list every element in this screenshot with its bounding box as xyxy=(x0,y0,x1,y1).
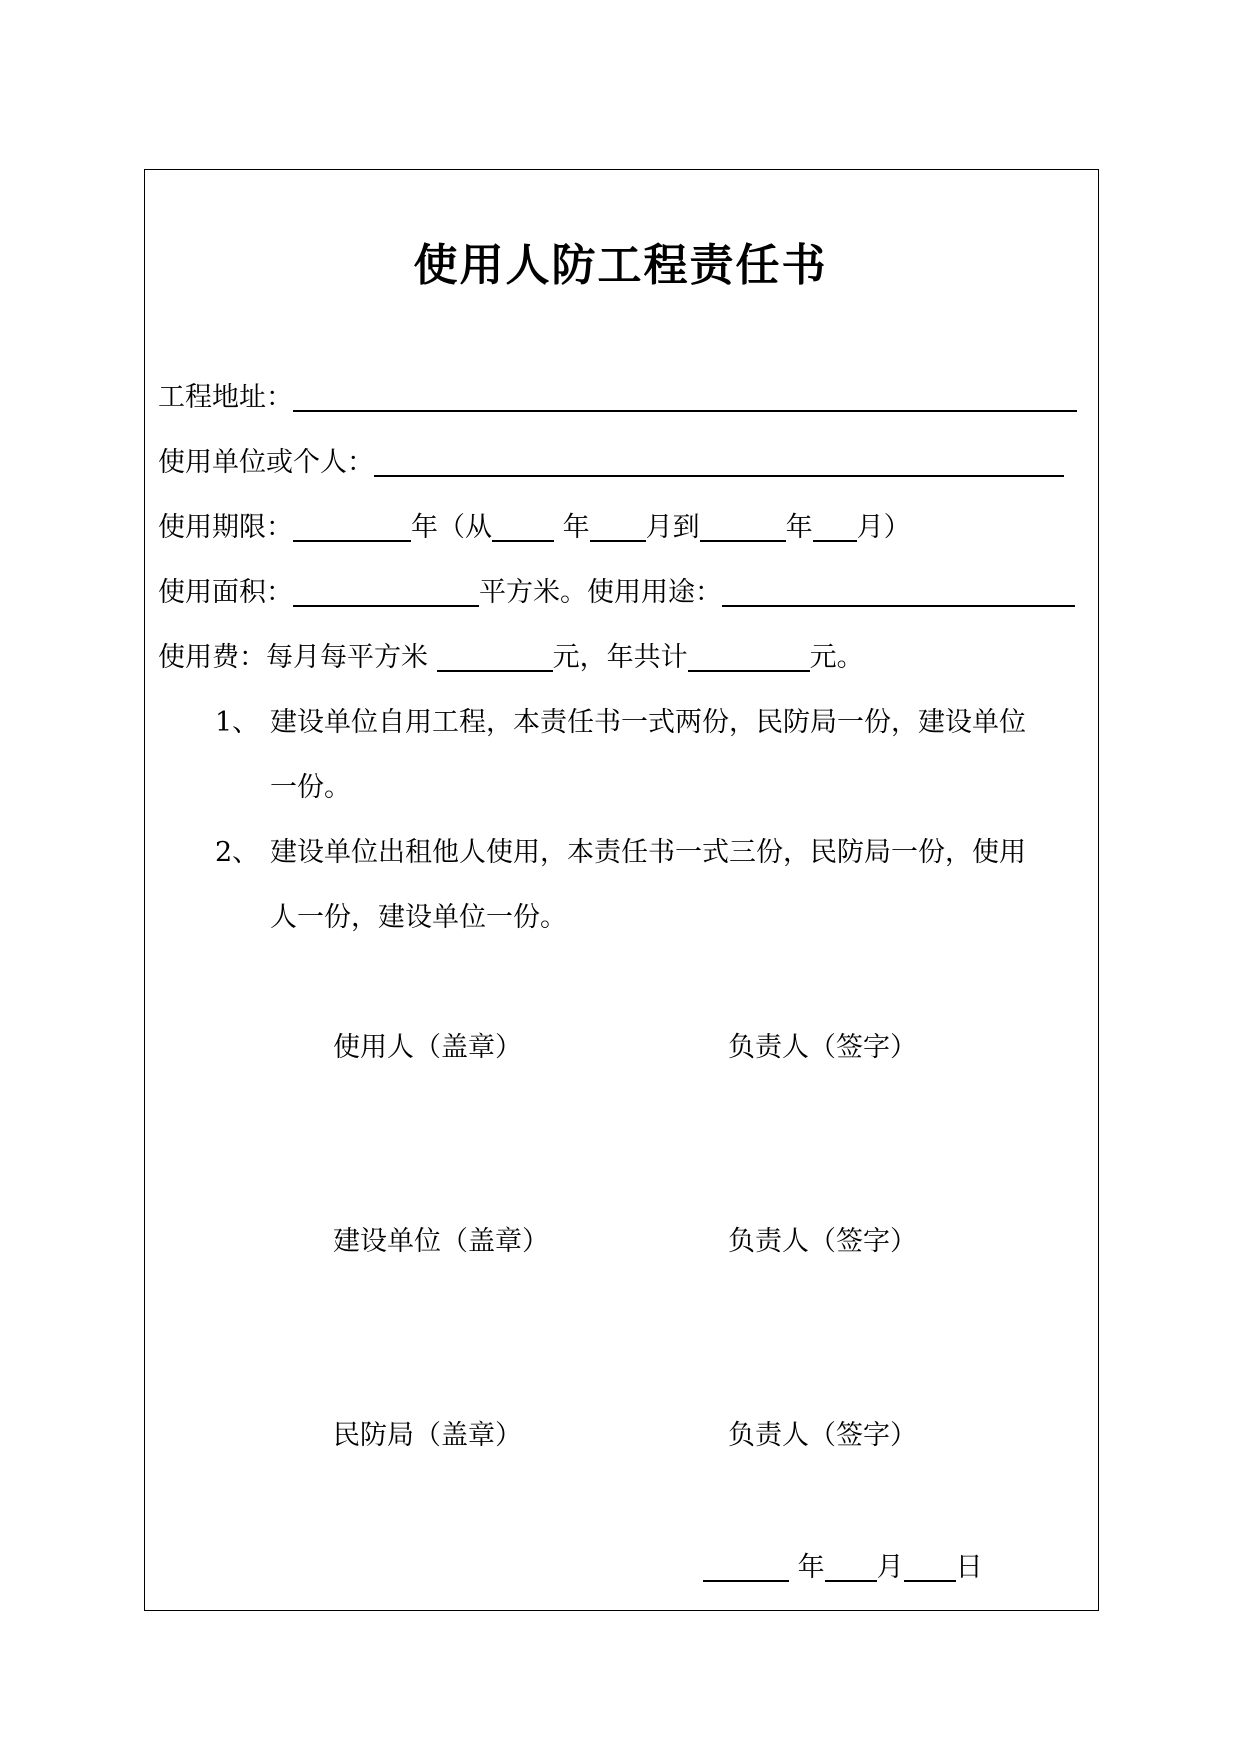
item-2-line2: 人一份，建设单位一份。 xyxy=(270,902,567,933)
address-field[interactable] xyxy=(293,380,1077,412)
period-start-month-field[interactable] xyxy=(590,510,646,542)
area-unit: 平方米。使用用途： xyxy=(479,577,722,608)
address-row xyxy=(158,378,1077,418)
date-month-field[interactable] xyxy=(825,1550,877,1582)
item-2-number: 2、 xyxy=(215,837,260,868)
user-field[interactable] xyxy=(374,445,1064,477)
item-1-line2: 一份。 xyxy=(270,772,351,803)
date-year-label: 年 xyxy=(797,1552,825,1583)
user-label: 使用单位或个人： xyxy=(158,447,374,478)
date-month-label: 月 xyxy=(876,1552,904,1583)
fee-label: 使用费：每月每平方米 xyxy=(158,642,428,673)
item-2-line1: 建设单位出租他人使用，本责任书一式三份，民防局一份，使用 xyxy=(270,837,1026,868)
civil-defense-signer-label: 负责人（签字） xyxy=(728,1420,917,1451)
item-1-number: 1、 xyxy=(215,707,260,738)
area-label: 使用面积： xyxy=(158,577,293,608)
date-year-field[interactable] xyxy=(703,1550,789,1582)
user-row xyxy=(158,443,1064,483)
period-label: 使用期限： xyxy=(158,512,293,543)
builder-signer-label: 负责人（签字） xyxy=(728,1226,917,1257)
period-row xyxy=(158,508,911,548)
civil-defense-seal-label: 民防局（盖章） xyxy=(333,1420,522,1451)
item-1-line1: 建设单位自用工程，本责任书一式两份，民防局一份，建设单位 xyxy=(270,707,1026,738)
period-years-field[interactable] xyxy=(293,510,411,542)
area-row xyxy=(158,573,1075,613)
period-end-year-field[interactable] xyxy=(700,510,786,542)
fee-unit-b: 元。 xyxy=(809,642,864,673)
fee-unit-a: 元，年共计 xyxy=(552,642,688,673)
address-label: 工程地址： xyxy=(158,382,293,413)
area-field[interactable] xyxy=(293,575,479,607)
period-year-a: 年 xyxy=(562,512,590,543)
usage-field[interactable] xyxy=(722,575,1075,607)
date-day-field[interactable] xyxy=(904,1550,956,1582)
user-signer-label: 负责人（签字） xyxy=(728,1032,917,1063)
date-day-label: 日 xyxy=(955,1552,983,1583)
period-end-month-field[interactable] xyxy=(813,510,857,542)
fee-per-sqm-field[interactable] xyxy=(437,640,553,672)
period-month-end: 月） xyxy=(856,512,911,543)
date-row xyxy=(703,1548,983,1588)
builder-seal-label: 建设单位（盖章） xyxy=(333,1226,549,1257)
fee-row xyxy=(158,638,864,678)
fee-annual-field[interactable] xyxy=(688,640,810,672)
user-seal-label: 使用人（盖章） xyxy=(333,1032,522,1063)
period-start-year-field[interactable] xyxy=(492,510,554,542)
period-year-b: 年 xyxy=(785,512,813,543)
period-month-to: 月到 xyxy=(645,512,700,543)
period-year-unit: 年（从 xyxy=(411,512,492,543)
document-title: 使用人防工程责任书 xyxy=(413,240,828,291)
